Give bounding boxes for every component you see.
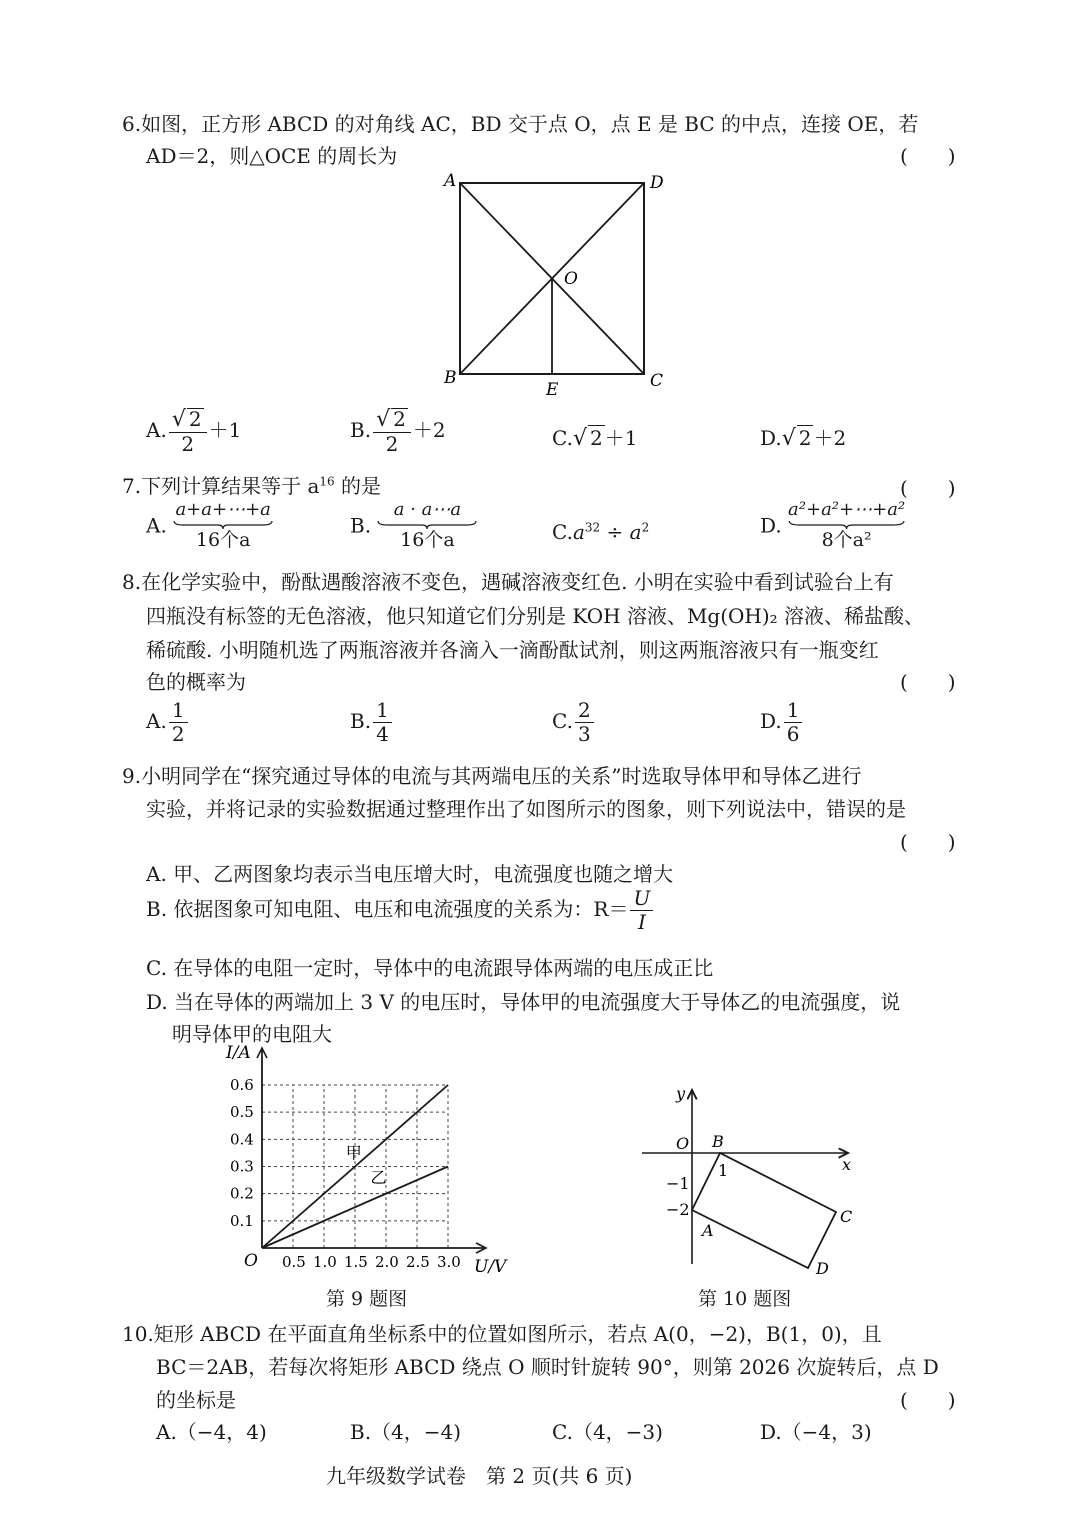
label-x: x bbox=[842, 1155, 852, 1174]
y-tick-label: 0.1 bbox=[230, 1211, 254, 1230]
q9-option-d-line1: D. 当在导体的两端加上 3 V 的电压时，导体甲的电流强度大于导体乙的电流强度，说 bbox=[146, 990, 901, 1014]
q10-option-a: A.（−4，4) bbox=[156, 1420, 267, 1444]
q7-line1: 7.下列计算结果等于 $a^{16}$ 的是 bbox=[122, 474, 382, 498]
series-label: 乙 bbox=[370, 1167, 387, 1187]
q7-option-c: $C.a^{32} \div a^2$ bbox=[552, 520, 650, 544]
x-tick-label: 2.5 bbox=[406, 1253, 430, 1271]
label-o: O bbox=[564, 269, 578, 289]
chart-ylabel: I/A bbox=[226, 1043, 251, 1063]
label-d: D bbox=[816, 1259, 829, 1278]
page-footer: 九年级数学试卷 第 2 页(共 6 页) bbox=[326, 1464, 633, 1488]
q10-option-b: B.（4，−4) bbox=[350, 1420, 462, 1444]
label-neg1: −1 bbox=[666, 1174, 690, 1193]
label-c: C bbox=[840, 1207, 853, 1226]
x-tick-label: 1.5 bbox=[344, 1253, 368, 1271]
chart-origin-label: O bbox=[244, 1251, 258, 1271]
q9-line2: 实验，并将记录的实验数据通过整理作出了如图所示的图象，则下列说法中，错误的是 bbox=[146, 797, 906, 821]
q9-option-d-line2: 明导体甲的电阻大 bbox=[172, 1022, 332, 1046]
fig10-rectangle-figure bbox=[636, 1078, 866, 1278]
q6-square-figure bbox=[430, 165, 680, 405]
x-tick-label: 2.0 bbox=[375, 1253, 399, 1271]
q10-line3: 的坐标是 bbox=[156, 1388, 236, 1412]
q7-answer-paren: ( ) bbox=[900, 476, 956, 500]
q10-option-c: C.（4，−3) bbox=[552, 1420, 663, 1444]
fig9-caption: 第 9 题图 bbox=[326, 1288, 408, 1310]
q6-answer-paren: ( ) bbox=[900, 144, 956, 168]
label-a: A bbox=[702, 1221, 714, 1240]
q9-answer-paren: ( ) bbox=[900, 830, 956, 854]
q8-option-b: B. $\frac{1}{4}$ bbox=[350, 700, 394, 745]
series-label: 甲 bbox=[345, 1143, 362, 1163]
q8-option-a: A. $\frac{1}{2}$ bbox=[146, 700, 190, 745]
y-tick-label: 0.3 bbox=[230, 1157, 254, 1176]
q9-line1: 9.小明同学在“探究通过导体的电流与其两端电压的关系”时选取导体甲和导体乙进行 bbox=[122, 764, 862, 788]
label-b: B bbox=[712, 1132, 724, 1151]
chart-xlabel: U/V bbox=[474, 1257, 507, 1277]
y-tick-label: 0.6 bbox=[230, 1076, 254, 1094]
y-tick-label: 0.5 bbox=[230, 1103, 254, 1122]
q7-option-d: D. a²+a²+⋯+a² 8个a² bbox=[760, 499, 906, 551]
q8-line2: 四瓶没有标签的无色溶液，他只知道它们分别是 KOH 溶液、Mg(OH)₂ 溶液、稀盐酸、 bbox=[146, 604, 925, 628]
q6-option-b: B. $\frac{√ 2}{2}$ ＋2 bbox=[350, 407, 446, 457]
label-y: y bbox=[676, 1084, 686, 1103]
fig10-caption: 第 10 题图 bbox=[698, 1288, 792, 1310]
label-neg2: −2 bbox=[666, 1200, 690, 1219]
q8-option-c: C. $\frac{2}{3}$ bbox=[552, 700, 596, 745]
y-tick-label: 0.2 bbox=[230, 1184, 254, 1203]
x-tick-label: 3.0 bbox=[437, 1253, 461, 1271]
label-e: E bbox=[546, 380, 559, 400]
q10-answer-paren: ( ) bbox=[900, 1388, 956, 1412]
q8-answer-paren: ( ) bbox=[900, 670, 956, 694]
q6-option-a: A. $\frac{√ 2}{2}$ ＋1 bbox=[146, 407, 242, 457]
rectangle-abcd bbox=[692, 1153, 836, 1268]
q9-option-a: A. 甲、乙两图象均表示当电压增大时，电流强度也随之增大 bbox=[146, 862, 674, 886]
q8-line3: 稀硫酸. 小明随机选了两瓶溶液并各滴入一滴酚酞试剂，则这两瓶溶液只有一瓶变红 bbox=[146, 638, 879, 662]
q10-line2: BC＝2AB，若每次将矩形 ABCD 绕点 O 顺时针旋转 90°，则第 2026 次旋转后，点 D bbox=[156, 1355, 939, 1379]
q8-option-d: D. $\frac{1}{6}$ bbox=[760, 700, 804, 745]
q6-option-d: D.√ 2 ＋2 bbox=[760, 426, 847, 451]
q7-option-a: A. a+a+⋯+a 16个a bbox=[146, 500, 273, 551]
y-tick-label: 0.4 bbox=[230, 1130, 254, 1149]
q10-line1: 10.矩形 ABCD 在平面直角坐标系中的位置如图所示，若点 A(0，−2)，B(1，0)，且 bbox=[122, 1322, 882, 1346]
q7-option-b: B. a · a⋯a 16个a bbox=[350, 500, 477, 551]
label-b: B bbox=[444, 368, 457, 388]
q8-line4: 色的概率为 bbox=[146, 670, 246, 694]
q6-line2: AD＝2，则△OCE 的周长为 bbox=[146, 144, 398, 168]
fig9-current-voltage-chart bbox=[220, 1040, 520, 1280]
q10-option-d: D.（−4，3) bbox=[760, 1420, 872, 1444]
label-one: 1 bbox=[718, 1161, 729, 1180]
q6-line1: 6.如图，正方形 ABCD 的对角线 AC，BD 交于点 O，点 E 是 BC 的中点，连接 OE，若 bbox=[122, 112, 919, 136]
label-a: A bbox=[444, 171, 457, 191]
q9-option-c: C. 在导体的电阻一定时，导体中的电流跟导体两端的电压成正比 bbox=[146, 956, 714, 980]
label-origin: O bbox=[676, 1134, 690, 1153]
x-tick-label: 1.0 bbox=[313, 1253, 337, 1271]
q6-option-c: C.√ 2 ＋1 bbox=[552, 426, 638, 451]
x-tick-label: 0.5 bbox=[282, 1253, 306, 1271]
q8-line1: 8.在化学实验中，酚酞遇酸溶液不变色，遇碱溶液变红色. 小明在实验中看到试验台上有 bbox=[122, 570, 894, 594]
label-d: D bbox=[650, 173, 664, 193]
q9-option-b: B. 依据图象可知电阻、电压和电流强度的关系为：R＝ $\frac{U}{I}$ bbox=[146, 888, 655, 933]
label-c: C bbox=[650, 371, 664, 391]
